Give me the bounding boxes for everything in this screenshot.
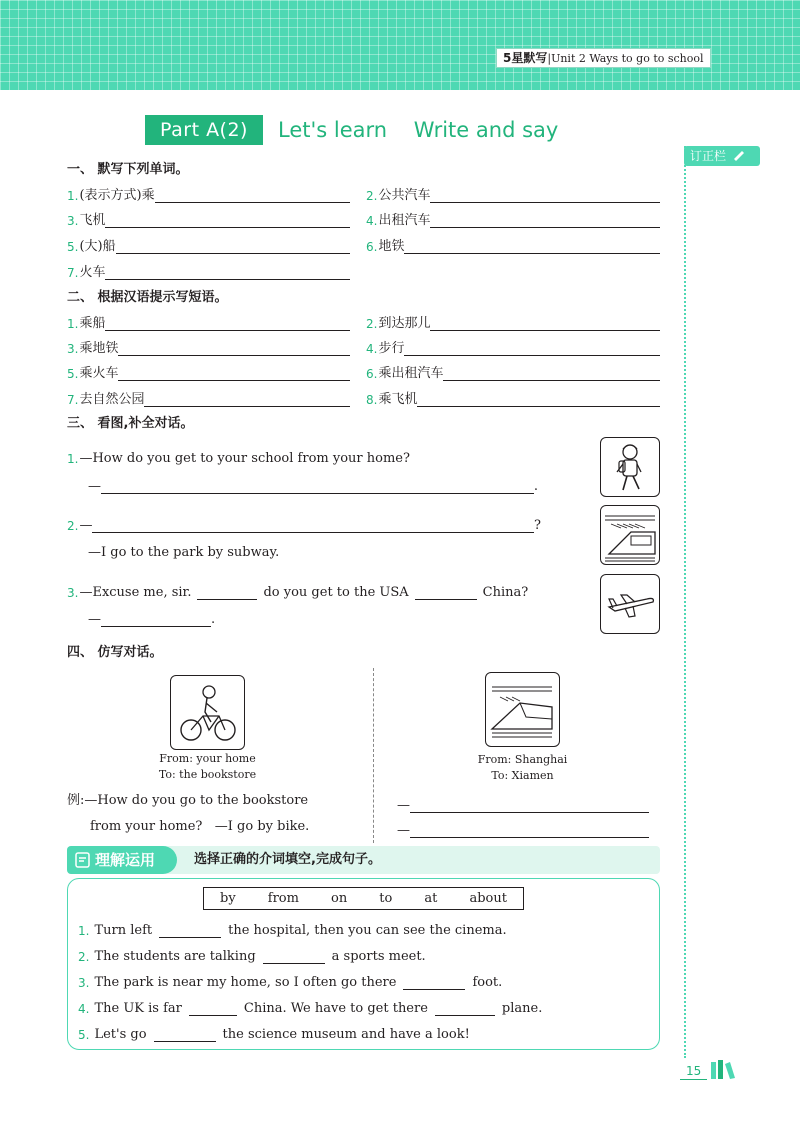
section-1-item (67, 232, 350, 254)
item-prompt: 乘飞机 (378, 392, 418, 407)
word-option: by (220, 891, 236, 906)
sentence-text: China. We have to get there (243, 1001, 428, 1016)
dialog-2-answer: —I go to the park by subway. (88, 545, 280, 560)
dialog-2-question (67, 513, 541, 533)
dialog-text: do you get to the USA (263, 585, 409, 600)
section-1-item (67, 258, 350, 280)
pencil-icon (732, 149, 746, 161)
left-from-caption: From: your home (159, 752, 256, 765)
page-number: 15 (680, 1064, 707, 1080)
answer-blank[interactable] (435, 1002, 495, 1016)
answer-line[interactable] (443, 367, 660, 381)
dialog-end: . (211, 612, 216, 627)
books-icon (710, 1060, 736, 1080)
subway-train-icon (600, 505, 660, 565)
section-1-item (366, 206, 660, 228)
item-prompt: 到达那儿 (378, 316, 431, 331)
item-number: 1. (67, 452, 79, 466)
item-number: 5. (67, 367, 79, 381)
answer-line[interactable] (404, 342, 660, 356)
section-2-item (366, 309, 660, 331)
dialog-dash: — (88, 612, 101, 627)
item-number: 4. (366, 342, 378, 356)
word-option: to (379, 891, 393, 906)
answer-line[interactable] (105, 266, 350, 280)
dialog-text: China? (482, 585, 529, 600)
answer-blank[interactable] (403, 976, 465, 990)
item-number: 6. (366, 240, 378, 254)
dialog-1-question (67, 446, 410, 466)
sentence-text: Let's go (94, 1027, 147, 1042)
section-2-item (67, 309, 350, 331)
sentence-text: foot. (472, 975, 503, 990)
item-number: 7. (67, 266, 79, 280)
dialog-end: ? (534, 518, 541, 533)
apply-sentence (78, 944, 426, 964)
answer-blank[interactable] (197, 586, 257, 600)
answer-blank[interactable] (154, 1028, 216, 1042)
section-1-item (366, 181, 660, 203)
item-prompt: 去自然公园 (79, 392, 145, 407)
section-2-heading: 二、 根据汉语提示写短语。 (67, 290, 228, 305)
train-icon (485, 672, 560, 747)
item-number: 3. (67, 342, 79, 356)
item-prompt: 飞机 (79, 213, 106, 228)
answer-line[interactable] (430, 317, 660, 331)
dialog-3-answer (88, 607, 215, 627)
dialog-text: —Excuse me, sir. (79, 585, 192, 600)
answer-line[interactable] (118, 367, 350, 381)
sentence-text: Turn left (94, 923, 153, 938)
dialog-3-question (67, 580, 528, 600)
right-from-caption: From: Shanghai (477, 753, 568, 766)
item-number: 3. (67, 586, 79, 600)
series-label (496, 48, 711, 68)
apply-sentence (78, 970, 502, 990)
sentence-text: The students are talking (94, 949, 256, 964)
answer-blank[interactable] (101, 613, 211, 627)
dialog-dash: — (88, 479, 101, 494)
walking-boy-icon (600, 437, 660, 497)
item-number: 4. (366, 214, 378, 228)
item-number: 1. (67, 317, 79, 331)
correction-label (684, 146, 760, 166)
item-prompt: 乘出租汽车 (378, 366, 444, 381)
section-2-item (67, 359, 350, 381)
dialog-dash: — (397, 823, 410, 838)
sentence-text: The park is near my home, so I often go there (94, 975, 397, 990)
sentence-text: a sports meet. (331, 949, 426, 964)
page-title: Let's learn Write and say (278, 118, 559, 142)
item-prompt: 乘火车 (79, 366, 119, 381)
answer-line[interactable] (410, 824, 649, 838)
item-prompt: (表示方式)乘 (79, 188, 155, 203)
answer-line[interactable] (116, 240, 350, 254)
right-answer-1 (397, 793, 649, 813)
word-option: on (331, 891, 348, 906)
section-2-item (67, 385, 350, 407)
section-1-item (67, 181, 350, 203)
part-badge: Part A(2) (145, 115, 263, 145)
answer-line[interactable] (105, 317, 350, 331)
answer-line[interactable] (155, 189, 350, 203)
item-prompt: 步行 (378, 341, 405, 356)
dialog-dash: — (79, 518, 93, 533)
section-2-item (366, 385, 660, 407)
word-option: from (267, 891, 299, 906)
section-2-item (366, 334, 660, 356)
answer-blank[interactable] (189, 1002, 237, 1016)
apply-sentence (78, 918, 507, 938)
section-3-heading: 三、 看图,补全对话。 (67, 416, 194, 431)
right-answer-2 (397, 818, 649, 838)
answer-line[interactable] (101, 480, 534, 494)
dialog-text: —How do you get to your school from your home? (79, 451, 410, 466)
item-number: 3. (67, 214, 79, 228)
item-number: 5. (78, 1028, 90, 1042)
answer-line[interactable] (430, 189, 660, 203)
answer-blank[interactable] (415, 586, 477, 600)
section-2-item (366, 359, 660, 381)
sentence-text: plane. (501, 1001, 543, 1016)
apply-sentence (78, 996, 542, 1016)
item-number: 2. (366, 317, 378, 331)
header-band (0, 0, 800, 90)
dialog-end: . (533, 479, 538, 494)
column-divider (373, 668, 374, 843)
dialog-dash: — (397, 798, 410, 813)
sentence-text: the hospital, then you can see the cinema. (228, 923, 507, 938)
item-number: 4. (78, 1002, 90, 1016)
section-1-heading: 一、 默写下列单词。 (67, 162, 189, 177)
item-number: 5. (67, 240, 79, 254)
item-prompt: 火车 (79, 265, 106, 280)
item-prompt: 出租汽车 (378, 213, 431, 228)
item-number: 1. (78, 924, 90, 938)
series-unit: |Unit 2 Ways to go to school (547, 52, 704, 65)
item-prompt: 乘船 (79, 316, 106, 331)
word-option: about (469, 891, 507, 906)
item-prompt: 乘地铁 (79, 341, 119, 356)
dialog-1-answer (88, 474, 538, 494)
section-1-item (366, 232, 660, 254)
airplane-icon (600, 574, 660, 634)
apply-sentence (78, 1022, 470, 1042)
left-to-caption: To: the bookstore (158, 768, 257, 781)
section-1-item (67, 206, 350, 228)
note-icon (75, 852, 91, 868)
item-number: 2. (366, 189, 378, 203)
answer-line[interactable] (92, 519, 534, 533)
item-number: 2. (67, 519, 79, 533)
answer-blank[interactable] (159, 924, 221, 938)
answer-line[interactable] (404, 240, 660, 254)
apply-badge-text: 理解运用 (95, 851, 156, 869)
answer-line[interactable] (430, 214, 660, 228)
apply-badge (67, 846, 177, 874)
item-prompt: 地铁 (378, 239, 405, 254)
item-number: 3. (78, 976, 90, 990)
correction-label-text: 订正栏 (690, 149, 727, 163)
item-number: 8. (366, 393, 378, 407)
right-to-caption: To: Xiamen (491, 769, 554, 782)
sentence-text: the science museum and have a look! (222, 1027, 470, 1042)
section-2-item (67, 334, 350, 356)
apply-instruction: 选择正确的介词填空,完成句子。 (194, 852, 381, 867)
answer-line[interactable] (417, 393, 660, 407)
item-number: 7. (67, 393, 79, 407)
answer-blank[interactable] (263, 950, 325, 964)
answer-line[interactable] (144, 393, 350, 407)
correction-column (684, 146, 762, 1058)
answer-line[interactable] (410, 799, 649, 813)
section-4-heading: 四、 仿写对话。 (67, 645, 163, 660)
sentence-text: The UK is far (94, 1001, 182, 1016)
item-prompt: (大)船 (79, 239, 116, 254)
word-option: at (424, 891, 438, 906)
answer-line[interactable] (105, 214, 350, 228)
word-bank (203, 887, 524, 910)
item-number: 6. (366, 367, 378, 381)
bike-rider-icon (170, 675, 245, 750)
example-line-1: 例:—How do you go to the bookstore (67, 793, 309, 808)
example-line-2: from your home? —I go by bike. (90, 819, 310, 834)
item-number: 2. (78, 950, 90, 964)
item-prompt: 公共汽车 (378, 188, 431, 203)
item-number: 1. (67, 189, 79, 203)
series-bold: 5星默写 (503, 51, 548, 65)
answer-line[interactable] (118, 342, 350, 356)
